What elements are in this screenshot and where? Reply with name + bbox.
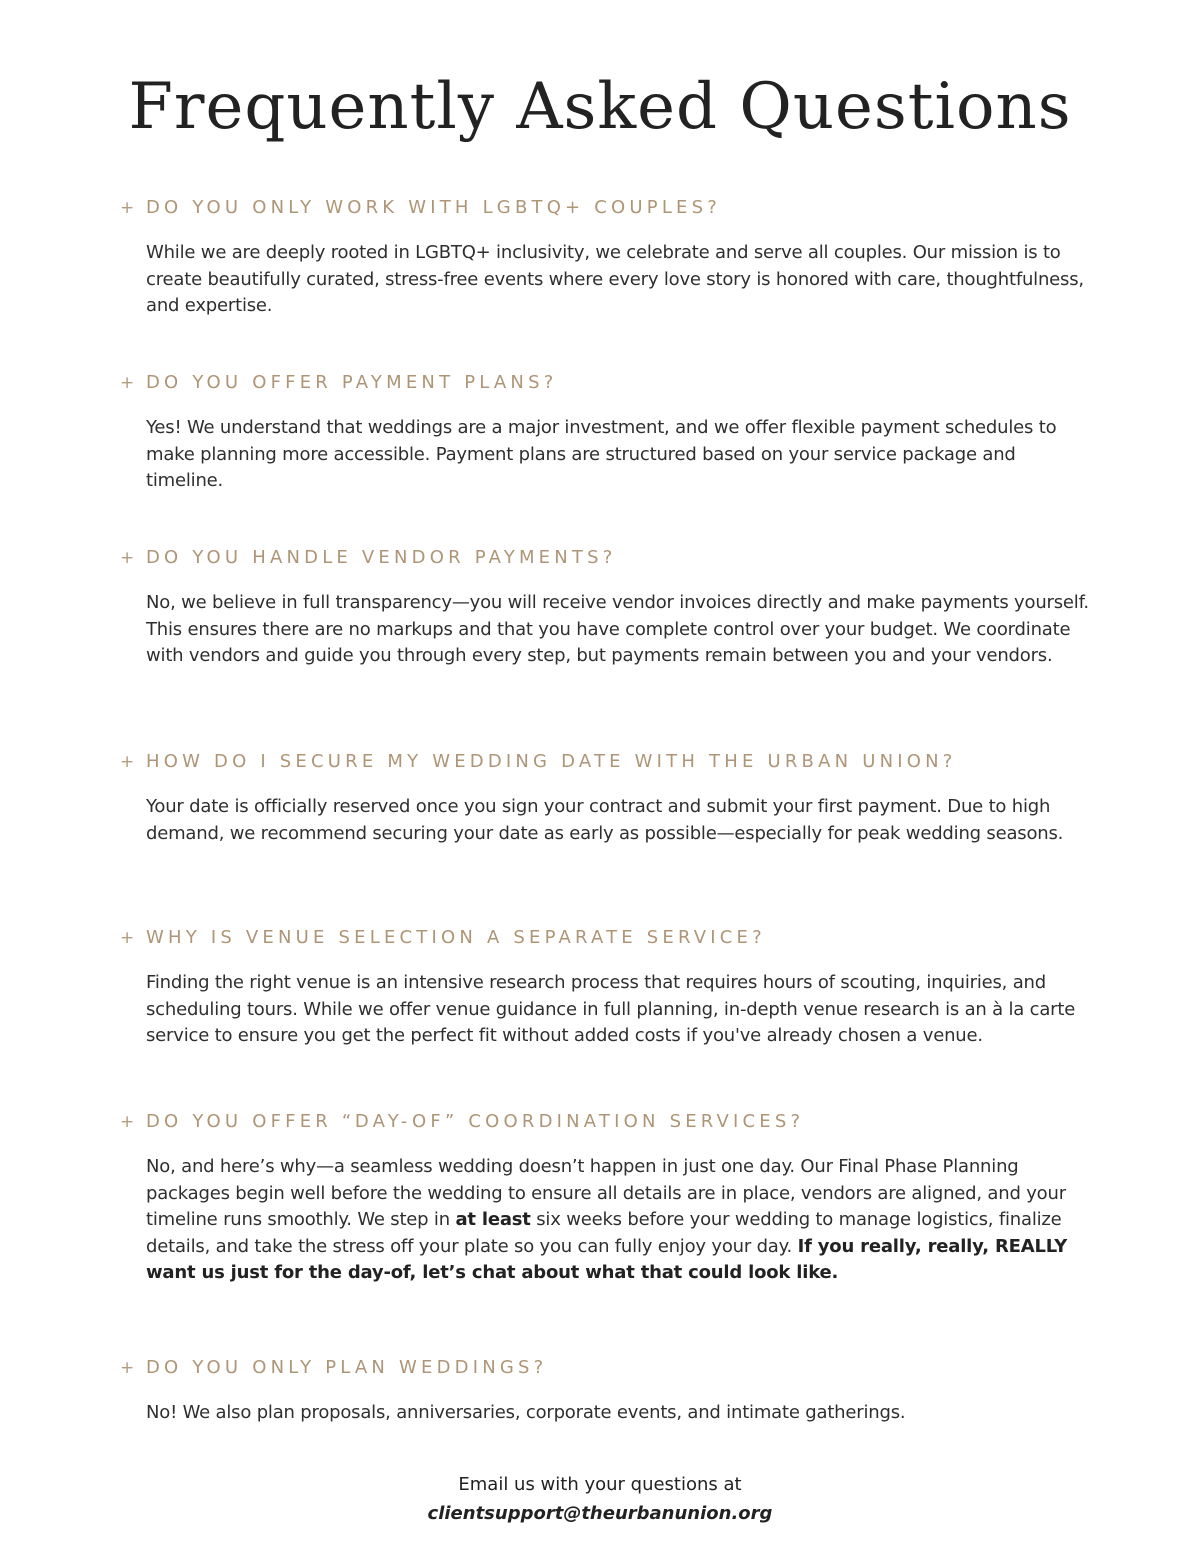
faq-question[interactable] xyxy=(120,927,1090,948)
faq-question[interactable] xyxy=(120,372,1090,393)
faq-item-day-of xyxy=(120,1111,1090,1287)
faq-answer: Finding the right venue is an intensive research process that requires hours of scouting, inquiries, and scheduling tours. While we offer venue guidance in full planning, in-depth venue research is an à la carte service to ensure you get the perfect fit without added costs if you've already chosen a venue. xyxy=(146,972,1076,1046)
faq-item-vendor-payments xyxy=(120,547,1090,670)
answer-emphasis: If you really, really, REALLY want us just for the day-of, let’s chat about what that could look like. xyxy=(146,1235,1068,1283)
faq-item-venue-selection xyxy=(120,927,1090,1050)
footer-text: Email us with your questions at xyxy=(458,1474,742,1495)
faq-question[interactable] xyxy=(120,1111,1090,1132)
faq-question[interactable] xyxy=(120,197,1090,218)
faq-question[interactable] xyxy=(120,1357,1090,1378)
faq-answer xyxy=(146,1154,1090,1287)
page-title: Frequently Asked Questions xyxy=(128,70,1072,144)
faq-answer: No! We also plan proposals, anniversaries, corporate events, and intimate gatherings. xyxy=(146,1402,906,1423)
question-text: DO YOU OFFER “DAY-OF” COORDINATION SERVICES? xyxy=(146,1111,805,1132)
faq-question[interactable] xyxy=(120,547,1090,568)
faq-item-secure-date xyxy=(120,751,1090,847)
question-text: DO YOU ONLY WORK WITH LGBTQ+ COUPLES? xyxy=(146,197,722,218)
plus-icon: + xyxy=(120,928,135,948)
footer xyxy=(0,1470,1200,1528)
email-link[interactable]: clientsupport@theurbanunion.org xyxy=(427,1503,773,1524)
question-text: DO YOU OFFER PAYMENT PLANS? xyxy=(146,372,558,393)
faq-answer: No, we believe in full transparency—you will receive vendor invoices directly and make payments yourself. This ensures there are no markups and that you have complete control over your budget. We coordinate with vendors and guide you through every step, but payments remain between you and your vendors. xyxy=(146,592,1089,666)
faq-answer: Your date is officially reserved once you sign your contract and submit your first payment. Due to high demand, we recommend securing your date as early as possible—especially for peak wedding seasons. xyxy=(146,796,1064,844)
answer-emphasis: at least xyxy=(455,1209,531,1230)
faq-answer: While we are deeply rooted in LGBTQ+ inclusivity, we celebrate and serve all couples. Our mission is to create beautifully curated, stress-free events where every love story is honored with care, thoughtfulness, and expertise. xyxy=(146,242,1084,316)
plus-icon: + xyxy=(120,1358,135,1378)
faq-item-lgbtq xyxy=(120,197,1090,320)
faq-answer: Yes! We understand that weddings are a major investment, and we offer flexible payment schedules to make planning more accessible. Payment plans are structured based on your service package and timeline. xyxy=(146,417,1057,491)
answer-text: six weeks before your wedding to manage logistics, finalize details, and take the stress off your plate so you can fully enjoy your day. xyxy=(146,1209,1062,1257)
plus-icon: + xyxy=(120,752,135,772)
faq-item-only-weddings xyxy=(120,1357,1090,1427)
plus-icon: + xyxy=(120,548,135,568)
question-text: HOW DO I SECURE MY WEDDING DATE WITH THE URBAN UNION? xyxy=(146,751,957,772)
question-text: WHY IS VENUE SELECTION A SEPARATE SERVICE? xyxy=(146,927,766,948)
question-text: DO YOU ONLY PLAN WEDDINGS? xyxy=(146,1357,548,1378)
plus-icon: + xyxy=(120,1112,135,1132)
plus-icon: + xyxy=(120,198,135,218)
faq-item-payment-plans xyxy=(120,372,1090,495)
answer-text: No, and here’s why—a seamless wedding doesn’t happen in just one day. Our Final Phase Planning packages begin well before the wedding to ensure all details are in place, vendors are aligned, and your timeline runs smoothly. We step in xyxy=(146,1156,1066,1230)
question-text: DO YOU HANDLE VENDOR PAYMENTS? xyxy=(146,547,617,568)
faq-question[interactable] xyxy=(120,751,1090,772)
plus-icon: + xyxy=(120,373,135,393)
